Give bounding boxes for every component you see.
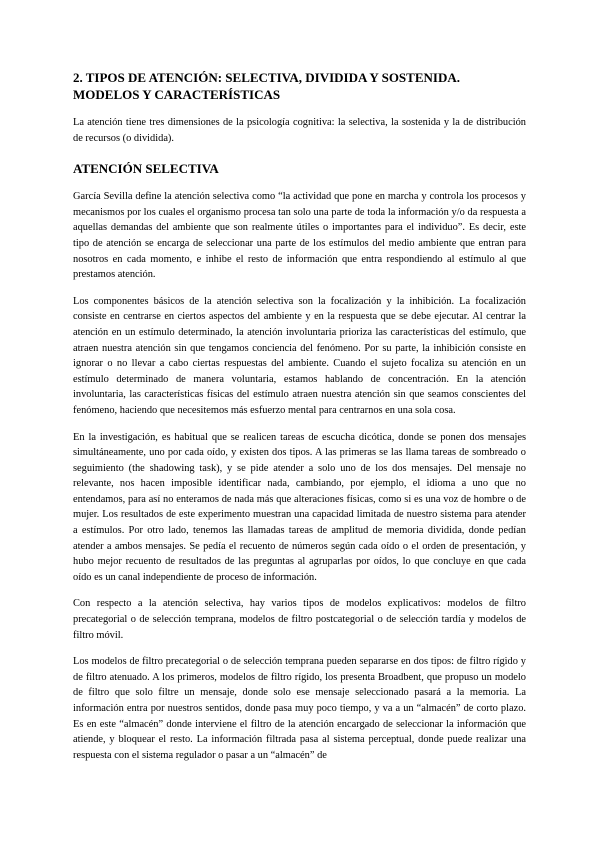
intro-paragraph: La atención tiene tres dimensiones de la psicología cognitiva: la selectiva, la sostenida y la de distribución de recursos (o dividida). xyxy=(73,117,526,144)
document-body xyxy=(73,69,526,774)
paragraph: García Sevilla define la atención selectiva como “la actividad que pone en marcha y controla los procesos y mecanismos por los cuales el organismo procesa tan solo una parte de toda la información y/o da respuesta a aquellas demandas del ambiente que son realmente útiles o importantes para el individuo”. Es decir, este tipo de atención se encarga de seleccionar una parte de los estímulos del medio ambiente que entran para nosotros en cada momento, e inhibe el resto de información que entra respondiendo al estímulo al que prestamos atención. xyxy=(73,191,526,281)
paragraph: Los componentes básicos de la atención selectiva son la focalización y la inhibición. La focalización consiste en centrarse en ciertos aspectos del ambiente y en la respuesta que se debe ejecutar. Al centrar la atención en un estímulo determinado, la atención involuntaria prioriza las características del estímulo, que atraen nuestra atención sin que tengamos conciencia del fenómeno. Por su parte, la inhibición consiste en ignorar o no llevar a cabo ciertas respuestas del ambiente. Cuando el sujeto focaliza su atención en un estímulo determinado de manera voluntaria, estamos hablando de concentración. En la atención involuntaria, las características físicas del estímulo atraen nuestra atención sin que seamos conscientes del fenómeno, haciendo que necesitemos más esfuerzo mental para centrarnos en una sola cosa. xyxy=(73,295,526,416)
section-title: 2. TIPOS DE ATENCIÓN: SELECTIVA, DIVIDIDA Y SOSTENIDA. MODELOS Y CARACTERÍSTICAS xyxy=(73,70,460,102)
paragraph: Con respecto a la atención selectiva, hay varios tipos de modelos explicativos: modelos de filtro precategorial o de selección temprana, modelos de filtro postcategorial o de selección tardía y modelos de filtro móvil. xyxy=(73,598,526,641)
subsection-title: ATENCIÓN SELECTIVA xyxy=(73,161,219,177)
paragraph: En la investigación, es habitual que se realicen tareas de escucha dicótica, donde se ponen dos mensajes simultáneamente, uno por cada oído, y existen dos tipos. A las primeras se las llama tareas de sombreado o seguimiento (the shadowing task), y se pide atender a solo uno de los dos mensajes. Del mensaje no relevante, nos hacen imposible identificar nada, cambiando, por ejemplo, el idioma a uno que no entendamos, para así no enteramos de nada más que alteraciones físicas, como si es una voz de hombre o de mujer. Los resultados de este experimento muestran una capacidad limitada de nuestro sistema para atender a estímulos. Por otro lado, tenemos las llamadas tareas de amplitud de memoria dividida, donde pedían atender a ambos mensajes. Se pedía el recuento de números según cada oído o el orden de presentación, y hubo mejor recuento de resultados de las preguntas al agruparlas por oídos, lo que concluye en que cada oído es un canal independiente de proceso de información. xyxy=(73,431,526,583)
paragraph: Los modelos de filtro precategorial o de selección temprana pueden separarse en dos tipos: de filtro rígido y de filtro atenuado. A los primeros, modelos de filtro rígido, los presenta Broadbent, que propuso un modelo de filtro que solo filtre un mensaje, donde solo ese mensaje seleccionado pasará a la memoria. La información entra por nuestros sentidos, donde pasa muy poco tiempo, y va a un “almacén” de corto plazo. Es en este “almacén” donde interviene el filtro de la atención encargado de seleccionar la información que atiende, y bloquear el resto. La información filtrada pasa al sistema perceptual, donde puede realizar una respuesta con el sistema regulador o pasar a un “almacén” de xyxy=(73,656,526,761)
